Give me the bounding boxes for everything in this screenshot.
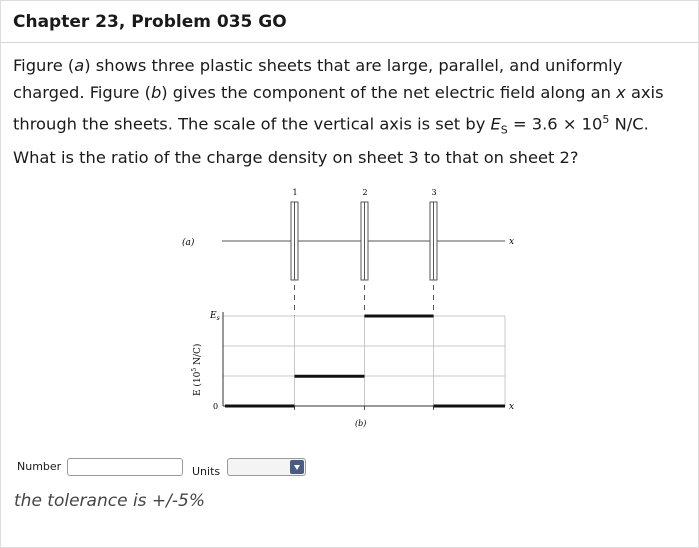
problem-text: = 3.6 × 10: [507, 114, 603, 134]
zero-tick-label: 0: [213, 402, 219, 411]
sheet-2-label: 2: [362, 188, 368, 197]
figure-diagram: [170, 180, 530, 440]
problem-text: Figure (: [13, 56, 75, 75]
number-label: Number: [17, 460, 62, 473]
sheet-2: [361, 202, 368, 280]
exponent: 5: [602, 113, 610, 126]
number-input[interactable]: [67, 458, 183, 476]
problem-statement: [13, 52, 688, 171]
sheet-1: [291, 202, 298, 280]
chevron-down-icon[interactable]: [290, 460, 304, 474]
x-axis-label: x: [509, 402, 515, 412]
title-divider: [0, 42, 699, 43]
chart-grid: [223, 316, 505, 406]
es-symbol: E: [490, 114, 501, 134]
sheet-3-label: 3: [431, 188, 437, 197]
panel-a-x-label: x: [509, 237, 515, 247]
answer-row: [0, 455, 699, 485]
x-variable: x: [616, 83, 626, 102]
problem-text: axis through the sheets. The scale of the vertical axis is set by: [13, 83, 664, 134]
units-label: Units: [192, 465, 221, 478]
sheet-3: [430, 202, 437, 280]
units-dropdown[interactable]: [227, 458, 306, 476]
es-tick-label: $E_s$: [210, 311, 220, 322]
sheet-1-label: 1: [292, 188, 298, 197]
figure-a-ref: a: [74, 56, 85, 75]
y-axis-label: E ($10^5$ N/C): [191, 343, 203, 396]
problem-text: ) shows three plastic sheets that are large, parallel, and uniformly charged. Figure (: [13, 56, 623, 102]
page-title: Chapter 23, Problem 035 GO: [13, 12, 287, 32]
panel-b-label: (b): [355, 419, 367, 428]
es-subscript: S: [500, 123, 508, 137]
tolerance-text: the tolerance is +/-5%: [14, 491, 206, 511]
panel-a-label: (a): [182, 238, 195, 248]
figure-b-ref: b: [150, 83, 162, 102]
problem-text: N/C. What is the ratio of the charge density on sheet 3 to that on sheet 2?: [13, 114, 649, 167]
problem-text: ) gives the component of the net electric field along an: [161, 83, 617, 102]
